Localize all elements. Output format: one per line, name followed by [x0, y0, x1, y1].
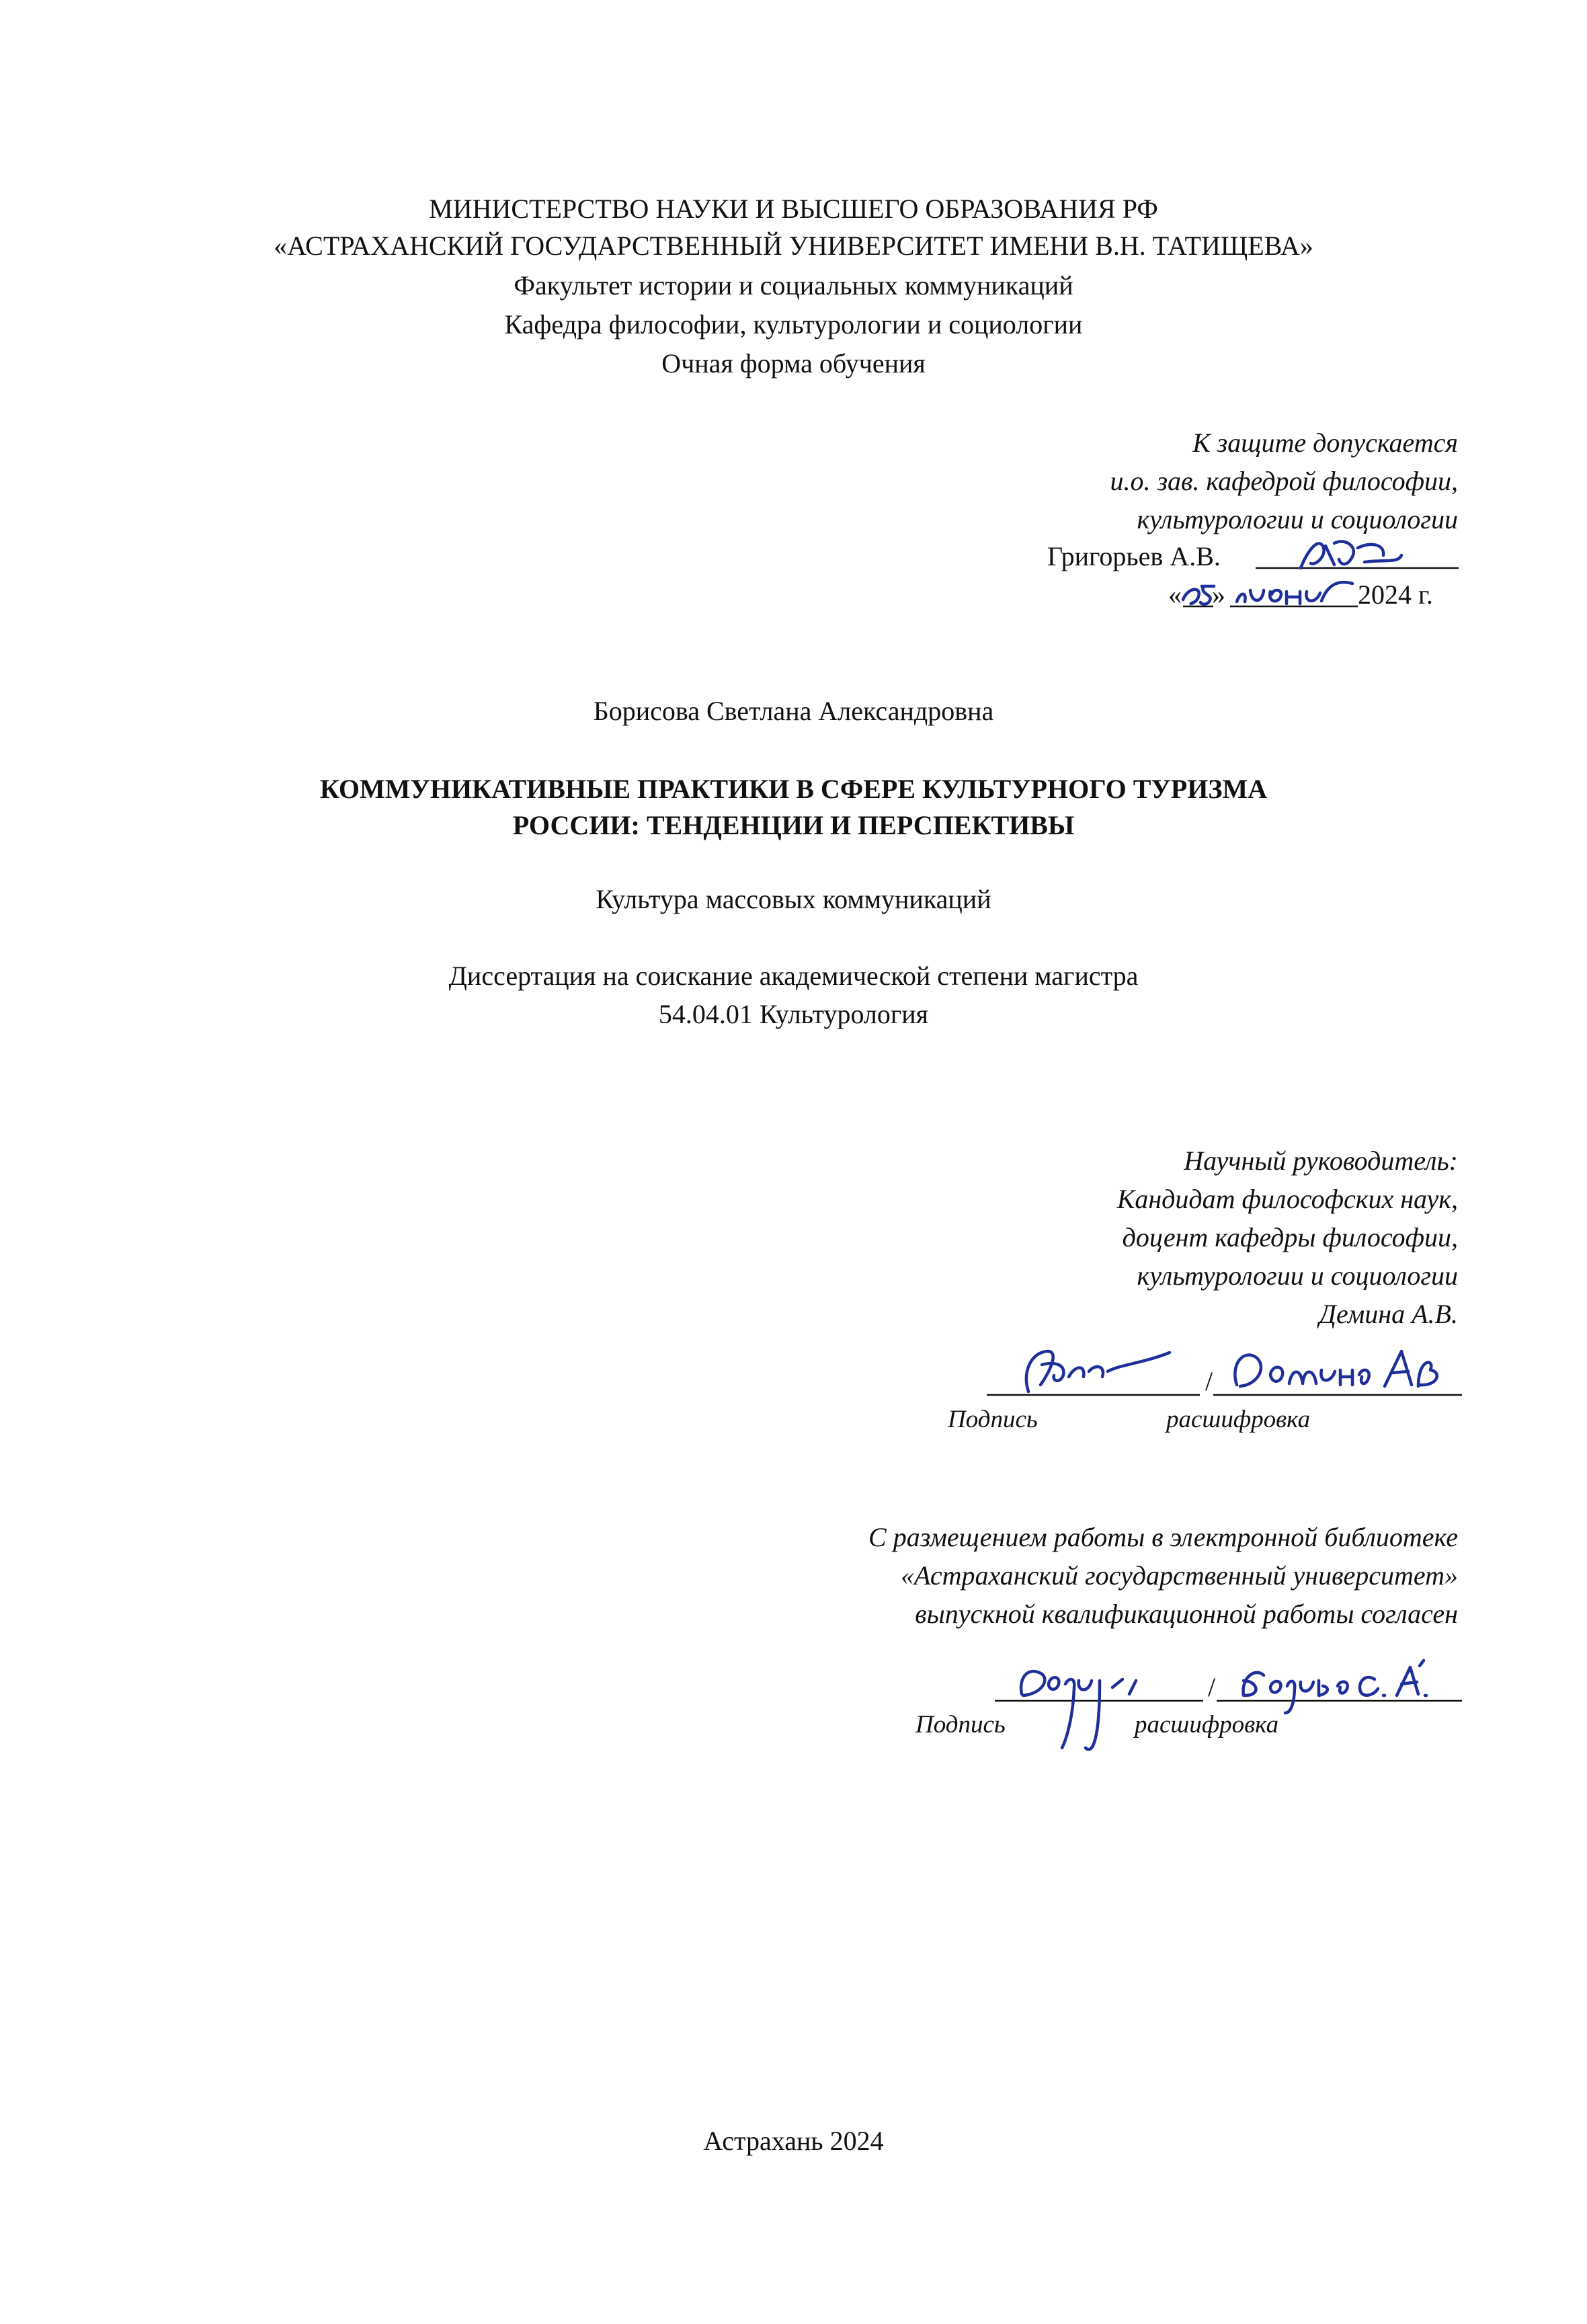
- approval-line-3: культурологии и социологии: [1137, 504, 1458, 534]
- consent-handwritten-decode: [1244, 1660, 1426, 1713]
- supervisor-handwritten-decode: [1235, 1351, 1436, 1386]
- ministry-line: МИНИСТЕРСТВО НАУКИ И ВЫСШЕГО ОБРАЗОВАНИЯ РФ: [429, 194, 1158, 224]
- approval-date-year: 2024 г.: [1358, 579, 1433, 610]
- consent-line-3: выпускной квалификационной работы согласен: [915, 1599, 1458, 1629]
- faculty-line: Факультет истории и социальных коммуникаций: [514, 270, 1073, 300]
- approver-name: Григорьев А.В.: [1047, 541, 1221, 571]
- supervisor-sign-label: Подпись: [948, 1406, 1038, 1433]
- degree-line-1: Диссертация на соискание академической степени магистра: [448, 961, 1139, 991]
- supervisor-decode-label: расшифровка: [1166, 1406, 1311, 1433]
- approval-date-mid: »: [1212, 579, 1225, 610]
- thesis-title-line-2: РОССИИ: ТЕНДЕНЦИИ И ПЕРСПЕКТИВЫ: [512, 810, 1075, 840]
- supervisor-line-4: культурологии и социологии: [1137, 1260, 1458, 1291]
- author-name: Борисова Светлана Александровна: [593, 696, 994, 726]
- approval-line-2: и.о. зав. кафедрой философии,: [1110, 466, 1458, 496]
- thesis-title-line-1: КОММУНИКАТИВНЫЕ ПРАКТИКИ В СФЕРЕ КУЛЬТУРНОГО ТУРИЗМА: [319, 774, 1268, 804]
- consent-line-1: С размещением работы в электронной библиотеке: [868, 1522, 1458, 1552]
- department-line: Кафедра философии, культурологии и социологии: [504, 309, 1083, 339]
- approver-signature: [1301, 541, 1401, 568]
- consent-signature: [1021, 1671, 1136, 1749]
- program-name: Культура массовых коммуникаций: [596, 884, 991, 914]
- supervisor-name: Демина А.В.: [1319, 1299, 1458, 1329]
- consent-sign-label: Подпись: [915, 1711, 1006, 1738]
- degree-line-2: 54.04.01 Культурология: [658, 999, 929, 1029]
- supervisor-line-1: Научный руководитель:: [1184, 1146, 1458, 1176]
- supervisor-line-3: доцент кафедры философии,: [1122, 1222, 1458, 1252]
- university-line: «АСТРАХАНСКИЙ ГОСУДАРСТВЕННЫЙ УНИВЕРСИТЕТ ИМЕНИ В.Н. ТАТИЩЕВА»: [274, 231, 1313, 261]
- consent-separator: /: [1208, 1672, 1216, 1702]
- approval-date-open: «: [1168, 579, 1182, 610]
- approval-line-1: К защите допускается: [1192, 428, 1458, 458]
- handwritten-month: [1237, 582, 1352, 604]
- supervisor-line-2: Кандидат философских наук,: [1116, 1184, 1458, 1214]
- consent-decode-label: расшифровка: [1135, 1711, 1279, 1738]
- consent-line-2: «Астраханский государственный университет»: [901, 1560, 1458, 1591]
- handwritten-day: [1183, 586, 1214, 604]
- city-year: Астрахань 2024: [703, 2126, 884, 2156]
- supervisor-signature: [1026, 1351, 1170, 1392]
- study-form-line: Очная форма обучения: [661, 348, 926, 378]
- supervisor-separator: /: [1205, 1366, 1213, 1396]
